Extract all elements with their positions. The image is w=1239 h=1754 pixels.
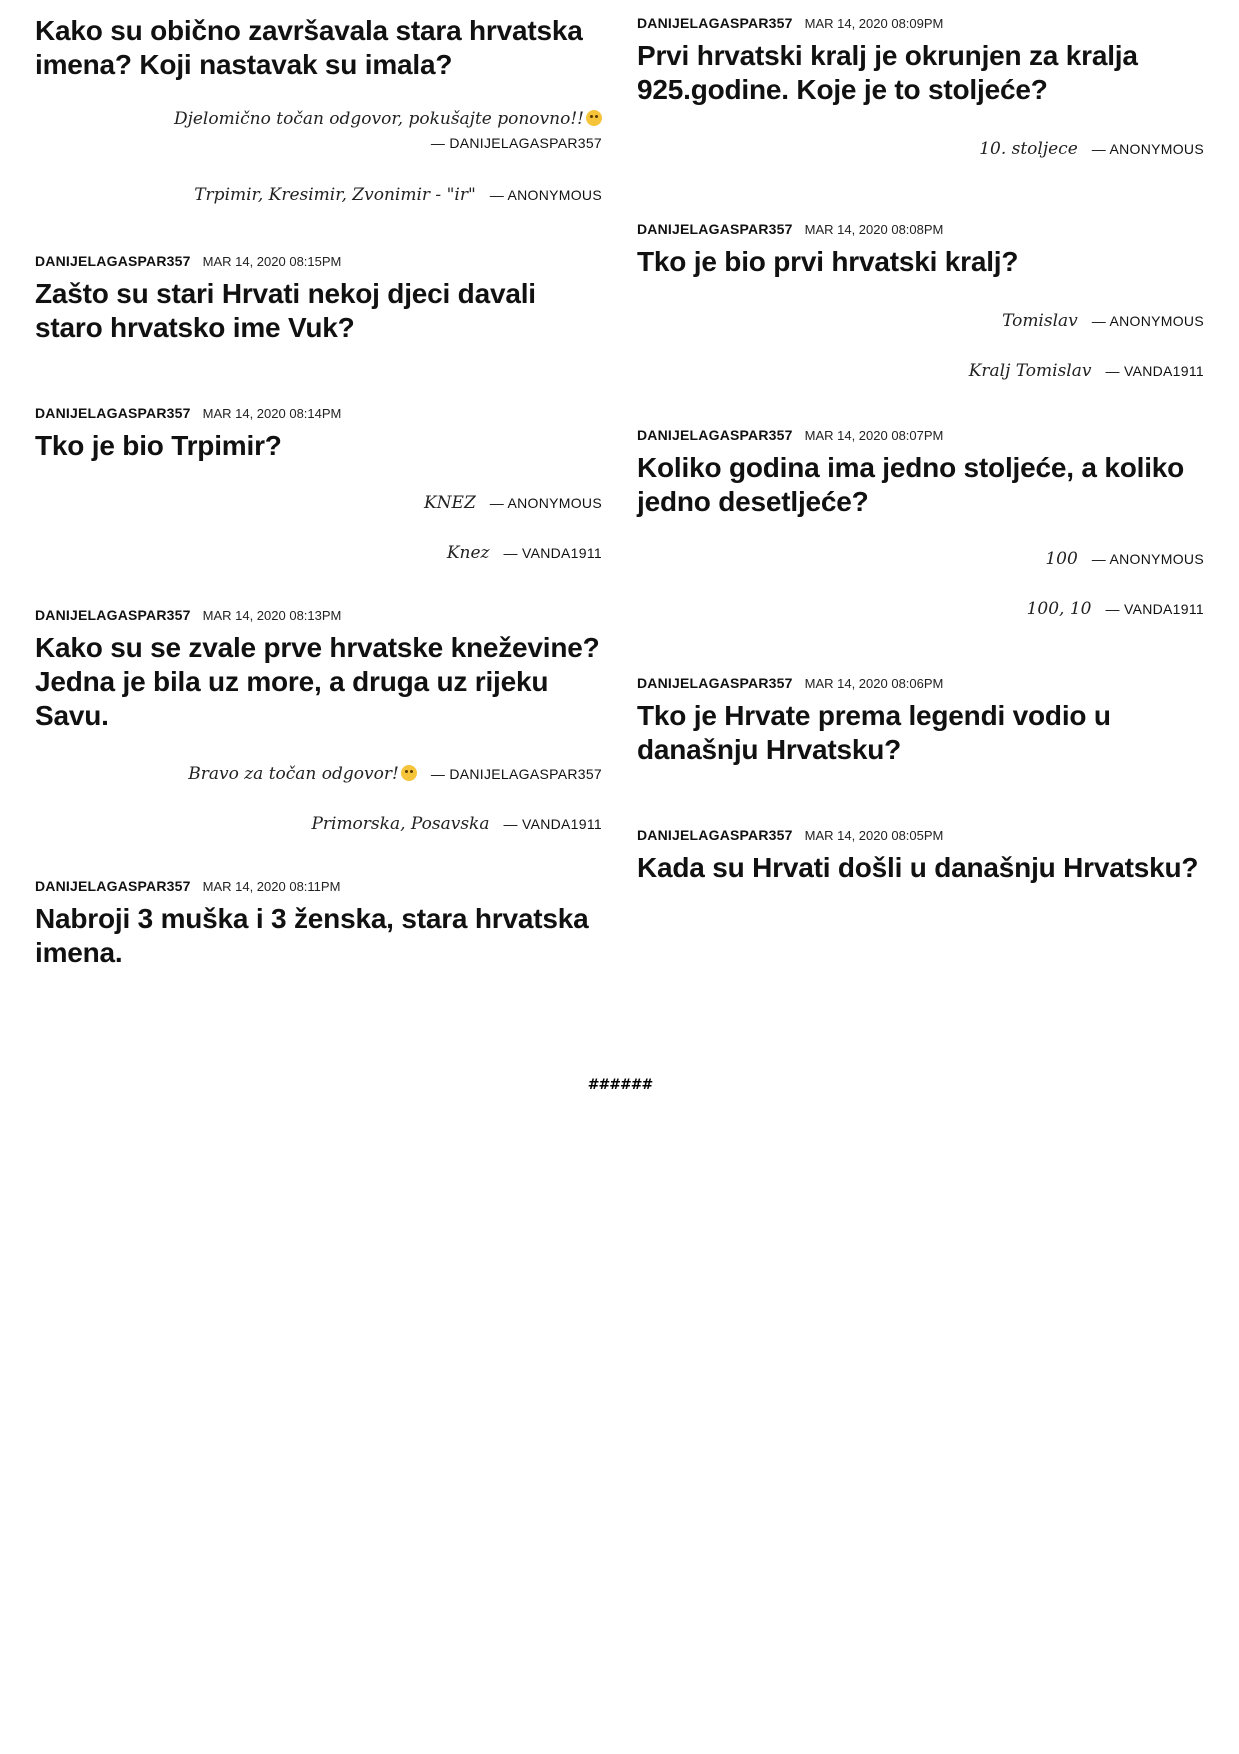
answer-text: Djelomično točan odgovor, pokušajte ponovno!! [174, 108, 602, 129]
answer-text: 10. stoljece [979, 139, 1078, 159]
answer-author[interactable]: — ANONYMOUS [1091, 313, 1204, 329]
answer-text: Bravo za točan odgovor! [188, 763, 417, 784]
answer-author[interactable]: — VANDA1911 [503, 545, 602, 561]
question-title: Prvi hrvatski kralj je okrunjen za kralja 925.godine. Koje je to stoljeće? [637, 40, 1138, 105]
post-meta [637, 221, 1204, 237]
post-meta [637, 15, 1204, 31]
answer-text: 100 [1045, 549, 1078, 569]
post [35, 405, 602, 563]
post [637, 221, 1204, 381]
post-meta [35, 405, 602, 421]
post-author[interactable]: DANIJELAGASPAR357 [637, 221, 793, 237]
post-date: MAR 14, 2020 08:09PM [804, 16, 944, 31]
question-title: Kako su se zvale prve hrvatske kneževine? Jedna je bila uz more, a druga uz rijeku Savu. [35, 632, 600, 731]
answer [35, 543, 602, 563]
answers-list [637, 311, 1204, 381]
answer [35, 185, 602, 205]
post-meta [35, 253, 602, 269]
answer-author[interactable]: — ANONYMOUS [489, 495, 602, 511]
post-author[interactable]: DANIJELAGASPAR357 [35, 405, 191, 421]
post-author[interactable]: DANIJELAGASPAR357 [35, 607, 191, 623]
post-author[interactable]: DANIJELAGASPAR357 [637, 427, 793, 443]
answer-text: Trpimir, Kresimir, Zvonimir - "ir" [194, 185, 476, 205]
answers-list [637, 139, 1204, 159]
post [637, 675, 1204, 827]
post [35, 14, 602, 205]
post-author[interactable]: DANIJELAGASPAR357 [35, 878, 191, 894]
answer [637, 549, 1204, 569]
post [35, 253, 602, 405]
post-meta [35, 878, 602, 894]
right-column [637, 0, 1204, 885]
answer-text: Kralj Tomislav [968, 361, 1092, 381]
question-title: Tko je Hrvate prema legendi vodio u današnju Hrvatsku? [637, 700, 1111, 765]
answer-author[interactable]: — VANDA1911 [503, 816, 602, 832]
question-title: Zašto su stari Hrvati nekoj djeci davali staro hrvatsko ime Vuk? [35, 278, 536, 343]
post-meta [35, 607, 602, 623]
post-date: MAR 14, 2020 08:08PM [804, 222, 944, 237]
answer [637, 311, 1204, 331]
post-date: MAR 14, 2020 08:07PM [804, 428, 944, 443]
post-meta [637, 675, 1204, 691]
answer-author[interactable]: — ANONYMOUS [1091, 141, 1204, 157]
question-title: Tko je bio prvi hrvatski kralj? [637, 246, 1019, 277]
smiling-face-icon [401, 765, 417, 781]
question-title: Koliko godina ima jedno stoljeće, a koliko jedno desetljeće? [637, 452, 1185, 517]
answer-text: KNEZ [423, 493, 476, 513]
answer-text: Primorska, Posavska [311, 814, 490, 834]
post-meta [637, 427, 1204, 443]
answer [637, 139, 1204, 159]
answer-text: Tomislav [1002, 311, 1078, 331]
post-author[interactable]: DANIJELAGASPAR357 [637, 827, 793, 843]
post [637, 15, 1204, 159]
post-meta [637, 827, 1204, 843]
answer-author[interactable]: — VANDA1911 [1105, 601, 1204, 617]
left-column [35, 0, 602, 970]
answer [35, 814, 602, 834]
answer-author[interactable]: — DANIJELAGASPAR357 [430, 135, 602, 151]
question-title: Kada su Hrvati došli u današnju Hrvatsku? [637, 852, 1199, 883]
post [35, 878, 602, 970]
post-date: MAR 14, 2020 08:06PM [804, 676, 944, 691]
answer-author[interactable]: — DANIJELAGASPAR357 [430, 766, 602, 782]
answer [35, 493, 602, 513]
thinking-face-icon [586, 110, 602, 126]
spacer [35, 345, 602, 405]
answers-list [35, 108, 602, 205]
answers-list [35, 493, 602, 563]
question-title: Nabroji 3 muška i 3 ženska, stara hrvatska imena. [35, 903, 589, 968]
post-author[interactable]: DANIJELAGASPAR357 [637, 675, 793, 691]
answer [637, 599, 1204, 619]
post-date: MAR 14, 2020 08:14PM [202, 406, 342, 421]
footer-mark: ###### [587, 1077, 653, 1093]
question-title: Tko je bio Trpimir? [35, 430, 282, 461]
post-date: MAR 14, 2020 08:15PM [202, 254, 342, 269]
question-title: Kako su obično završavala stara hrvatska imena? Koji nastavak su imala? [35, 15, 583, 80]
answer [637, 361, 1204, 381]
answer [35, 763, 602, 784]
post [637, 827, 1204, 885]
post [35, 607, 602, 834]
answer-author[interactable]: — ANONYMOUS [489, 187, 602, 203]
post-author[interactable]: DANIJELAGASPAR357 [637, 15, 793, 31]
post-date: MAR 14, 2020 08:13PM [202, 608, 342, 623]
answer [35, 108, 602, 151]
post-author[interactable]: DANIJELAGASPAR357 [35, 253, 191, 269]
spacer [637, 767, 1204, 827]
post-date: MAR 14, 2020 08:05PM [804, 828, 944, 843]
answer-author[interactable]: — VANDA1911 [1105, 363, 1204, 379]
post [637, 427, 1204, 619]
answer-text: Knez [446, 543, 490, 563]
answer-author[interactable]: — ANONYMOUS [1091, 551, 1204, 567]
answers-list [637, 549, 1204, 619]
post-date: MAR 14, 2020 08:11PM [202, 879, 341, 894]
answers-list [35, 763, 602, 834]
answer-text: 100, 10 [1026, 599, 1092, 619]
